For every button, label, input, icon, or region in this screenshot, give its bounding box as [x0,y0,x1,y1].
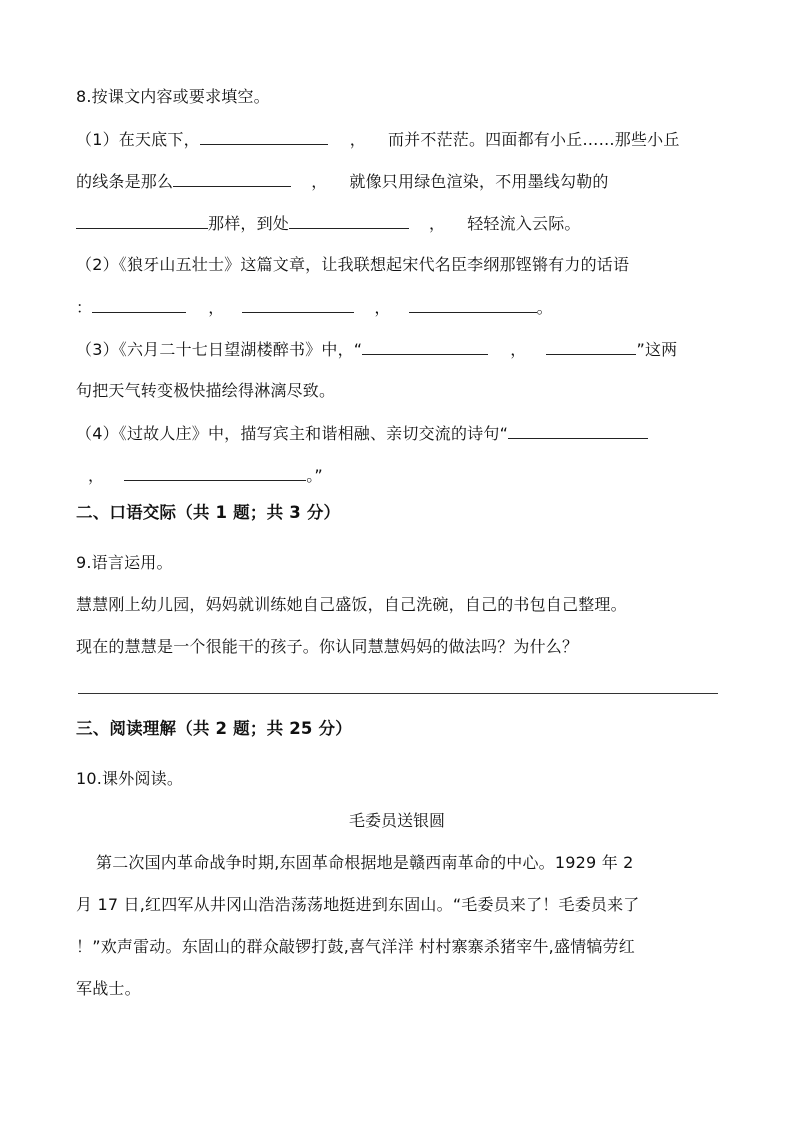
q8-item2-colon: ： [76,298,93,317]
article-line3: ！”欢声雷动。东固山的群众敲锣打鼓,喜气洋洋 村村寨寨杀猪宰牛,盛情犒劳红 [76,937,635,956]
q8-item4-line1 [76,422,648,445]
q8-title: 8.按课文内容或要求填空。 [76,87,270,106]
q8-item1-line2 [76,170,609,193]
q8-item1-text4: 那样，到处 [208,214,290,233]
q8-item2-comma2: ， [374,298,391,317]
section3-title: 三、阅读理解（共 2 题；共 25 分） [76,719,352,738]
answer-blank[interactable] [289,212,409,229]
q8-item2-comma1: ， [208,298,225,317]
q10-title: 10.课外阅读。 [76,769,184,788]
q8-item3-line1 [76,338,677,361]
q8-item1-text3: 就像只用绿色渲染，不用墨线勾勒的 [349,172,609,191]
q8-item1-comma3: ， [429,214,446,233]
answer-blank[interactable] [546,338,636,355]
q8-item3-start: （3）《六月二十七日望湖楼醉书》中，“ [76,340,363,359]
q8-item1-line3 [76,212,581,235]
section2-title: 二、口语交际（共 1 题；共 3 分） [76,503,341,522]
q9-text-line1: 慧慧刚上幼儿园，妈妈就训练她自己盛饭，自己洗碗，自己的书包自己整理。 [76,595,627,614]
q9-text-line2: 现在的慧慧是一个很能干的孩子。你认同慧慧妈妈的做法吗？为什么？ [76,637,579,656]
article-line1: 第二次国内革命战争时期,东固革命根据地是赣西南革命的中心。1929 年 2 [96,853,634,872]
q8-item2-line1: （2）《狼牙山五壮士》这篇文章，让我联想起宋代名臣李纲那铿锵有力的话语 [76,255,630,274]
q8-item1-line1 [76,128,680,151]
q9-title: 9.语言运用。 [76,553,173,572]
q8-item4-start: （4）《过故人庄》中，描写宾主和谐相融、亲切交流的诗句“ [76,424,509,443]
answer-blank[interactable] [76,212,208,229]
q8-item1-text: 而并不茫茫。四面都有小丘……那些小丘 [387,130,680,149]
answer-blank[interactable] [409,296,537,313]
q8-item4-end: 。” [306,466,323,485]
q8-item1-start: （1）在天底下， [76,130,200,149]
q8-item1-text2: 的线条是那么 [76,172,174,191]
q8-item4-line2 [76,464,323,487]
answer-blank[interactable] [508,422,648,439]
q8-item1-text5: 轻轻流入云际。 [467,214,581,233]
answer-blank[interactable] [242,296,354,313]
article-title: 毛委员送银圆 [348,811,445,830]
q8-item4-comma: ， [88,466,105,485]
q8-item1-comma2: ， [311,172,328,191]
q8-item1-comma: ， [349,130,366,149]
q8-item2-end: 。 [536,298,553,317]
answer-blank[interactable] [362,338,488,355]
article-line4: 军战士。 [76,979,141,998]
article-line2: 月 17 日,红四军从井冈山浩浩荡荡地挺进到东固山。“毛委员来了！毛委员来了 [76,895,640,914]
answer-blank[interactable] [124,464,306,481]
answer-blank[interactable] [92,296,186,313]
answer-blank[interactable] [173,170,291,187]
q9-answer-line[interactable] [78,693,718,694]
answer-blank[interactable] [200,128,328,145]
q8-item2-line2 [76,296,553,319]
q8-item3-line2: 句把天气转变极快描绘得淋漓尽致。 [76,381,336,400]
q8-item3-comma: ， [510,340,527,359]
q8-item3-end: ”这两 [636,340,678,359]
